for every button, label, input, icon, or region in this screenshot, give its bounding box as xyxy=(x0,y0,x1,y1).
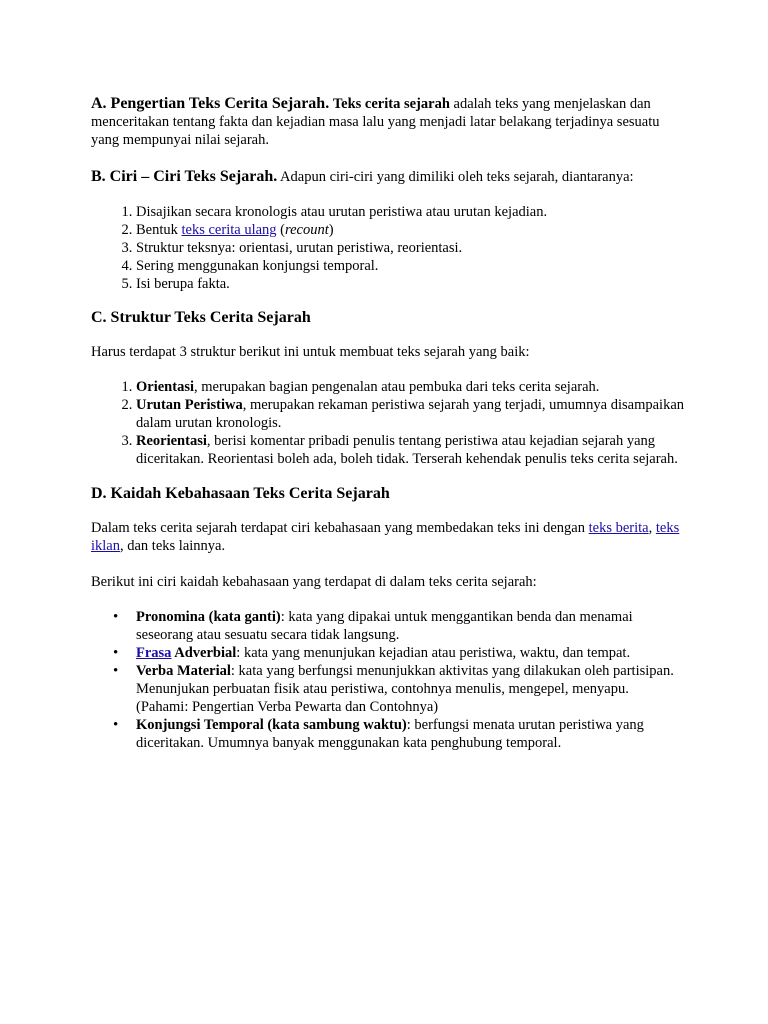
teks-iklan-link[interactable]: teks iklan xyxy=(91,520,680,554)
section-d-intro: Dalam teks cerita sejarah terdapat ciri kebahasaan yang membedakan teks ini dengan teks berita, teks iklan, dan teks lainnya. xyxy=(91,520,680,554)
list-item: • Konjungsi Temporal (kata sambung waktu): berfungsi menata urutan peristiwa yang diceritakan. Umumnya banyak menggunakan kata penghubung temporal. xyxy=(113,717,644,751)
bullet-icon: • xyxy=(113,663,119,679)
list-item: 4. Sering menggunakan konjungsi temporal. xyxy=(136,257,684,275)
section-a-title: A. Pengertian Teks Cerita Sejarah. xyxy=(91,95,330,112)
section-b-text: Adapun ciri-ciri yang dimiliki oleh teks sejarah, diantaranya: xyxy=(277,169,634,185)
list-item: 3. Struktur teksnya: orientasi, urutan peristiwa, reorientasi. xyxy=(136,239,684,257)
bullet-icon: • xyxy=(113,609,119,625)
section-b-list xyxy=(91,203,684,293)
list-item: 1. Orientasi, merupakan bagian pengenalan atau pembuka dari teks cerita sejarah. xyxy=(136,378,684,396)
section-a-term: Teks cerita sejarah xyxy=(332,96,450,112)
section-a-paragraph xyxy=(91,95,684,149)
list-item: • Verba Material: kata yang berfungsi menunjukkan aktivitas yang dilakukan oleh partisipan. Menunjukan perbuatan fisik atau peristiwa, contohnya menulis, mengepel, menyapu. (Pahami: Pengertian Verba Pewarta dan Contohnya) xyxy=(113,663,674,715)
list-item: 2. Bentuk teks cerita ulang (recount) xyxy=(136,221,684,239)
section-c-intro: Harus terdapat 3 struktur berikut ini untuk membuat teks sejarah yang baik: xyxy=(91,344,530,360)
list-item: 1. Disajikan secara kronologis atau urutan peristiwa atau urutan kejadian. xyxy=(136,203,684,221)
list-item: 3. Reorientasi, berisi komentar pribadi penulis tentang peristiwa atau kejadian sejarah yang diceritakan. Reorientasi boleh ada, boleh tidak. Terserah kehendak penulis teks cerita sejarah. xyxy=(136,432,684,468)
teks-cerita-ulang-link[interactable]: teks cerita ulang xyxy=(181,222,277,238)
section-d-intro2: Berikut ini ciri kaidah kebahasaan yang terdapat di dalam teks cerita sejarah: xyxy=(91,574,537,590)
frasa-link[interactable]: Frasa xyxy=(136,645,172,661)
section-a-text: adalah teks yang menjelaskan dan menceritakan tentang fakta dan kejadian masa lalu yang menjadi latar belakang terjadinya sesuatu yang mempunyai nilai sejarah. xyxy=(91,96,660,148)
section-d-list xyxy=(91,608,684,752)
teks-berita-link[interactable]: teks berita xyxy=(588,520,649,536)
list-item: 2. Urutan Peristiwa, merupakan rekaman peristiwa sejarah yang terjadi, umumnya disampaikan dalam urutan kronologis. xyxy=(136,396,684,432)
section-b-paragraph xyxy=(91,168,684,186)
section-b-title: B. Ciri – Ciri Teks Sejarah. xyxy=(91,168,278,185)
section-c-title: C. Struktur Teks Cerita Sejarah xyxy=(91,309,311,326)
list-item: 5. Isi berupa fakta. xyxy=(136,275,684,293)
section-d-title: D. Kaidah Kebahasaan Teks Cerita Sejarah xyxy=(91,485,390,502)
bullet-icon: • xyxy=(113,717,119,733)
list-item: • Frasa Adverbial: kata yang menunjukan kejadian atau peristiwa, waktu, dan tempat. xyxy=(113,645,631,661)
bullet-icon: • xyxy=(113,645,119,661)
list-item: • Pronomina (kata ganti): kata yang dipakai untuk menggantikan benda dan menamai seseorang atau sesuatu secara tidak langsung. xyxy=(113,609,633,643)
section-c-list xyxy=(91,378,684,468)
